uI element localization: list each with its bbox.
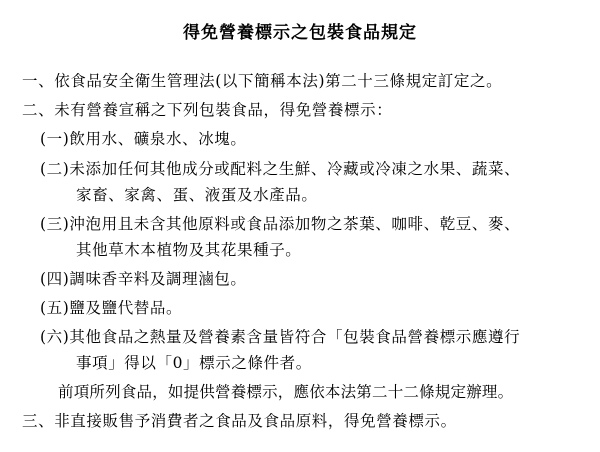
document-title: 得免營養標示之包裝食品規定 xyxy=(183,23,417,43)
item-2: 二、未有營養宣稱之下列包裝食品，得免營養標示： xyxy=(22,101,393,119)
sub-item-1: (一)飲用水、礦泉水、冰塊。 xyxy=(40,130,247,148)
item-3: 三、非直接販售予消費者之食品及食品原料，得免營養標示。 xyxy=(22,412,457,430)
note-paragraph: 前項所列食品，如提供營養標示，應依本法第二十二條規定辦理。 xyxy=(58,383,514,401)
sub-item-2-line-2: 家畜、家禽、蛋、液蛋及水產品。 xyxy=(76,186,318,204)
sub-item-2-line-1: (二)未添加任何其他成分或配料之生鮮、冷藏或冷凍之水果、蔬菜、 xyxy=(40,160,521,178)
sub-item-3-line-1: (三)沖泡用且未含其他原料或食品添加物之茶葉、咖啡、乾豆、麥、 xyxy=(40,215,521,233)
sub-item-6-line-1: (六)其他食品之熱量及營養素含量皆符合「包裝食品營養標示應遵行 xyxy=(40,328,521,346)
sub-item-5: (五)鹽及鹽代替品。 xyxy=(40,299,183,317)
sub-item-3-line-2: 其他草木本植物及其花果種子。 xyxy=(76,241,302,259)
sub-item-6-line-2: 事項」得以「0」標示之條件者。 xyxy=(76,354,312,372)
sub-item-4: (四)調味香辛料及調理滷包。 xyxy=(40,270,247,288)
item-1: 一、依食品安全衛生管理法(以下簡稱本法)第二十三條規定訂定之。 xyxy=(22,72,503,90)
